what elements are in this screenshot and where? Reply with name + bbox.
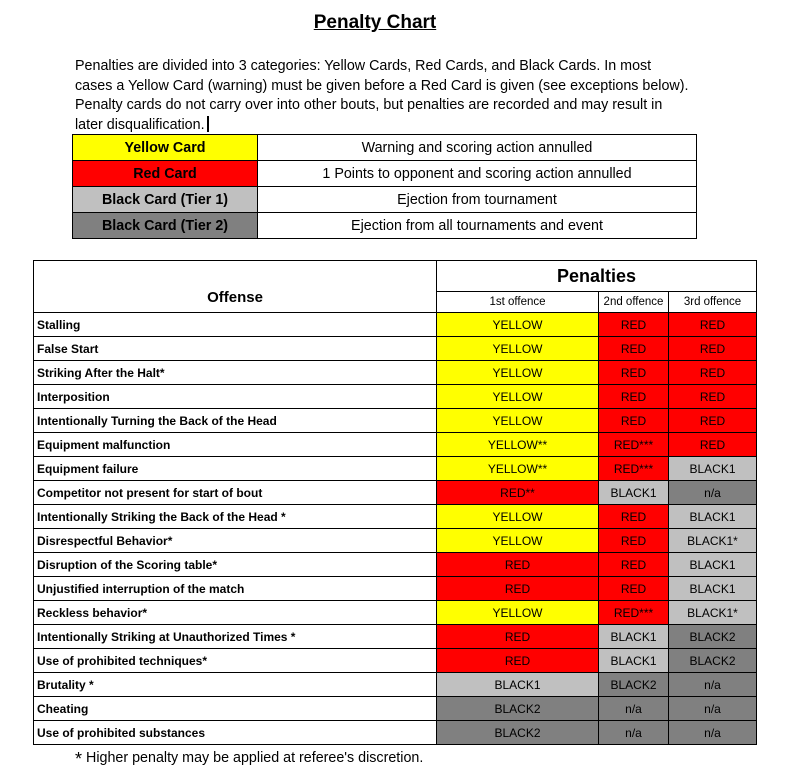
- offense-cell: Intentionally Striking at Unauthorized Times *: [34, 625, 437, 649]
- penalty-cell: BLACK1*: [669, 529, 757, 553]
- penalty-cell: RED: [599, 361, 669, 385]
- column-header-3rd-offence: 3rd offence: [669, 292, 757, 313]
- offense-cell: Intentionally Striking the Back of the Head *: [34, 505, 437, 529]
- table-row: [34, 601, 757, 625]
- column-header-2nd-offence: 2nd offence: [599, 292, 669, 313]
- penalty-cell: BLACK1: [669, 457, 757, 481]
- table-row: [34, 361, 757, 385]
- penalty-cell: RED: [599, 409, 669, 433]
- table-row: [34, 409, 757, 433]
- penalty-cell: BLACK1: [669, 553, 757, 577]
- penalty-cell: BLACK1: [669, 505, 757, 529]
- penalty-cell: RED: [669, 433, 757, 457]
- penalty-cell: n/a: [669, 697, 757, 721]
- legend-card-description: Ejection from tournament: [258, 187, 697, 213]
- footnote-star: *: [75, 749, 83, 769]
- penalty-cell: RED***: [599, 433, 669, 457]
- intro-text: Penalties are divided into 3 categories: Yellow Cards, Red Cards, and Black Cards. In most cases a Yellow Card (warning) must be given before a Red Card is given (see exceptions below). Penalty cards do not carry over into other bouts, but penalties are recorded and may result in later disqualification.: [75, 58, 689, 133]
- penalty-cell: YELLOW: [437, 313, 599, 337]
- penalty-cell: YELLOW: [437, 385, 599, 409]
- penalty-cell: BLACK1: [599, 649, 669, 673]
- intro-paragraph: [75, 57, 690, 135]
- table-row: [34, 625, 757, 649]
- penalty-cell: YELLOW: [437, 529, 599, 553]
- table-row: [34, 505, 757, 529]
- table-row: [34, 721, 757, 745]
- offense-cell: Reckless behavior*: [34, 601, 437, 625]
- penalty-cell: RED: [437, 649, 599, 673]
- penalty-cell: RED: [599, 577, 669, 601]
- penalty-cell: BLACK1: [599, 625, 669, 649]
- penalty-cell: RED: [669, 385, 757, 409]
- penalty-cell: n/a: [669, 673, 757, 697]
- penalty-cell: BLACK1: [669, 577, 757, 601]
- table-row: [34, 457, 757, 481]
- penalty-cell: YELLOW: [437, 409, 599, 433]
- penalty-cell: BLACK2: [669, 625, 757, 649]
- table-row: [34, 337, 757, 361]
- legend-row: [73, 161, 697, 187]
- legend-card-description: 1 Points to opponent and scoring action annulled: [258, 161, 697, 187]
- penalty-cell: RED: [669, 337, 757, 361]
- footnote: [75, 749, 423, 770]
- penalty-cell: n/a: [669, 721, 757, 745]
- table-row: [34, 673, 757, 697]
- offense-cell: Interposition: [34, 385, 437, 409]
- table-row: [34, 697, 757, 721]
- penalty-cell: RED: [599, 505, 669, 529]
- penalty-cell: n/a: [599, 697, 669, 721]
- penalty-cell: YELLOW: [437, 601, 599, 625]
- penalty-cell: BLACK2: [669, 649, 757, 673]
- legend-row: [73, 135, 697, 161]
- penalty-cell: YELLOW**: [437, 433, 599, 457]
- penalty-cell: RED: [669, 409, 757, 433]
- penalty-cell: BLACK1: [437, 673, 599, 697]
- legend-card-label: Black Card (Tier 2): [73, 213, 258, 239]
- offense-cell: Disruption of the Scoring table*: [34, 553, 437, 577]
- footnote-text: Higher penalty may be applied at referee's discretion.: [86, 750, 424, 766]
- penalty-cell: RED: [599, 529, 669, 553]
- legend-card-label: Yellow Card: [73, 135, 258, 161]
- text-cursor: [207, 116, 209, 132]
- offense-cell: Use of prohibited techniques*: [34, 649, 437, 673]
- card-legend-table: [72, 134, 697, 239]
- table-row: [34, 385, 757, 409]
- offense-header: Offense: [34, 261, 437, 313]
- table-row: [34, 577, 757, 601]
- offense-cell: Unjustified interruption of the match: [34, 577, 437, 601]
- offense-cell: Stalling: [34, 313, 437, 337]
- column-header-1st-offence: 1st offence: [437, 292, 599, 313]
- penalty-cell: RED***: [599, 601, 669, 625]
- penalty-cell: RED: [437, 553, 599, 577]
- table-row: [34, 313, 757, 337]
- table-row: [34, 649, 757, 673]
- offense-cell: Disrespectful Behavior*: [34, 529, 437, 553]
- table-row: [34, 481, 757, 505]
- offense-cell: Use of prohibited substances: [34, 721, 437, 745]
- penalty-cell: RED: [599, 553, 669, 577]
- legend-card-label: Red Card: [73, 161, 258, 187]
- penalty-cell: RED: [599, 313, 669, 337]
- penalty-cell: BLACK2: [437, 721, 599, 745]
- legend-row: [73, 187, 697, 213]
- penalty-cell: RED: [669, 313, 757, 337]
- legend-card-description: Ejection from all tournaments and event: [258, 213, 697, 239]
- penalty-table: [33, 260, 757, 745]
- offense-cell: Cheating: [34, 697, 437, 721]
- penalty-cell: RED: [437, 577, 599, 601]
- penalty-cell: YELLOW: [437, 505, 599, 529]
- table-row: [34, 433, 757, 457]
- penalty-cell: YELLOW: [437, 361, 599, 385]
- page-title: Penalty Chart: [313, 12, 437, 33]
- penalty-cell: YELLOW: [437, 337, 599, 361]
- penalty-cell: RED: [669, 361, 757, 385]
- penalty-cell: RED: [599, 337, 669, 361]
- legend-row: [73, 213, 697, 239]
- penalty-cell: n/a: [599, 721, 669, 745]
- offense-cell: Brutality *: [34, 673, 437, 697]
- offense-cell: Competitor not present for start of bout: [34, 481, 437, 505]
- penalty-cell: RED: [437, 625, 599, 649]
- penalty-cell: BLACK1: [599, 481, 669, 505]
- penalty-cell: n/a: [669, 481, 757, 505]
- offense-cell: Equipment malfunction: [34, 433, 437, 457]
- penalty-cell: RED: [599, 385, 669, 409]
- penalty-cell: BLACK1*: [669, 601, 757, 625]
- table-row: [34, 529, 757, 553]
- penalty-cell: RED**: [437, 481, 599, 505]
- penalty-cell: BLACK2: [437, 697, 599, 721]
- penalties-header: Penalties: [437, 261, 757, 292]
- penalty-cell: BLACK2: [599, 673, 669, 697]
- offense-cell: False Start: [34, 337, 437, 361]
- offense-cell: Equipment failure: [34, 457, 437, 481]
- legend-card-description: Warning and scoring action annulled: [258, 135, 697, 161]
- offense-cell: Striking After the Halt*: [34, 361, 437, 385]
- legend-card-label: Black Card (Tier 1): [73, 187, 258, 213]
- penalty-cell: YELLOW**: [437, 457, 599, 481]
- offense-cell: Intentionally Turning the Back of the Head: [34, 409, 437, 433]
- table-row: [34, 553, 757, 577]
- penalty-cell: RED***: [599, 457, 669, 481]
